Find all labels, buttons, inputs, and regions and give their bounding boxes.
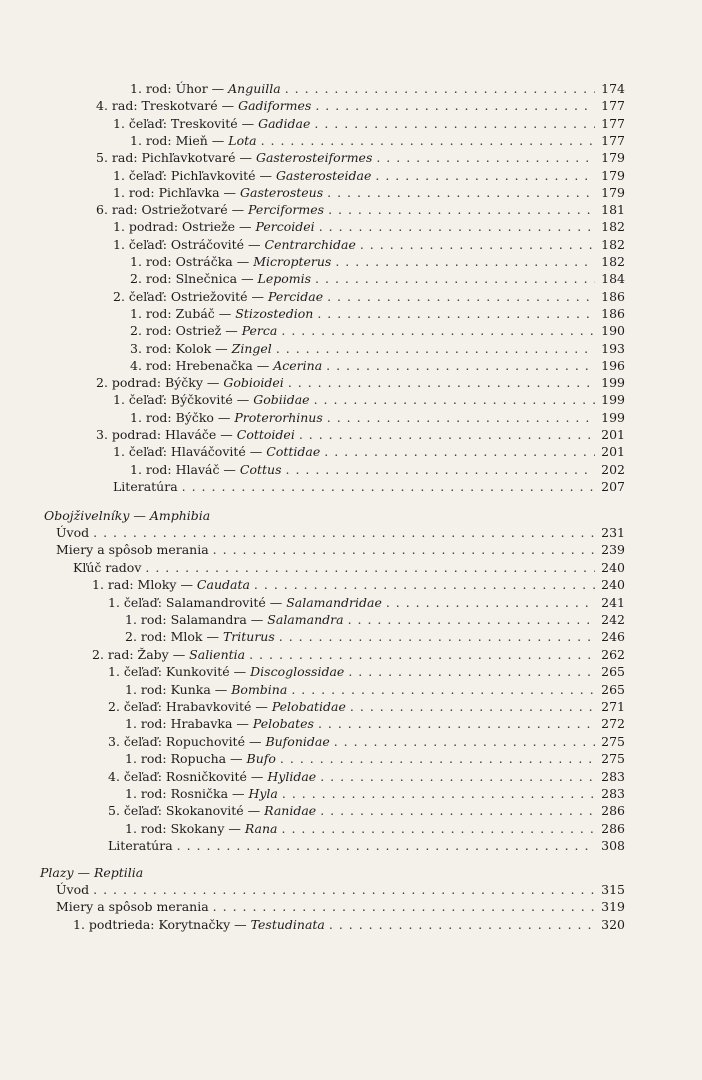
leader-dots <box>327 288 595 305</box>
toc-entry[interactable] <box>130 340 625 357</box>
toc-entry-label <box>96 201 324 218</box>
toc-entry-page-number: 241 <box>601 594 625 610</box>
toc-entry-page-number: 315 <box>601 882 625 897</box>
toc-entry-page-number: 190 <box>601 323 625 339</box>
toc-entry-title: 6. rad: Ostriežotvaré — <box>96 202 249 218</box>
toc-entry-title: 1. čeľaď: Pichľavkovité — <box>113 167 276 183</box>
toc-entry-latin-name: Rana <box>244 820 278 836</box>
toc-entry-title: 1. rod: Kunka — <box>125 681 232 697</box>
toc-entry-label <box>108 802 316 819</box>
toc-entry-title: 1. rod: Skokany — <box>125 820 245 836</box>
leader-dots <box>213 541 595 558</box>
leader-dots <box>318 715 595 732</box>
leader-dots <box>213 898 595 915</box>
toc-entry-page-number: 179 <box>601 184 625 200</box>
toc-entry[interactable] <box>130 357 625 374</box>
section-heading-reptilia: Plazy — Reptilia <box>40 865 144 880</box>
toc-entry[interactable] <box>113 478 625 495</box>
toc-entry-label <box>130 409 323 426</box>
toc-entry[interactable] <box>113 443 625 460</box>
toc-entry[interactable] <box>92 576 625 593</box>
leader-dots <box>282 820 596 837</box>
toc-entry-latin-name: Caudata <box>196 577 250 593</box>
leader-dots <box>320 802 595 819</box>
toc-entry-label <box>73 916 325 933</box>
toc-entry-latin-name: Stizostedion <box>235 305 314 321</box>
toc-entry-latin-name: Gadiformes <box>238 98 312 114</box>
toc-entry-title: 1. rod: Hrabavka — <box>125 716 253 732</box>
toc-entry-page-number: 275 <box>601 751 625 767</box>
toc-entry-title: 1. čeľaď: Býčkovité — <box>113 392 254 408</box>
toc-entry[interactable] <box>108 837 625 854</box>
toc-entry-latin-name: Discoglossidae <box>250 664 345 680</box>
toc-entry-label <box>125 750 276 767</box>
leader-dots <box>281 322 595 339</box>
toc-entry-page-number: 272 <box>601 716 625 732</box>
toc-entry[interactable] <box>108 733 625 750</box>
toc-entry-label <box>125 611 344 628</box>
toc-entry-latin-name: Cottus <box>239 461 282 477</box>
toc-entry[interactable] <box>130 132 625 149</box>
toc-entry-title: Úvod <box>56 525 90 540</box>
toc-entry-label <box>113 218 315 235</box>
toc-entry[interactable] <box>108 663 625 680</box>
toc-entry-latin-name: Percoidei <box>255 219 315 235</box>
toc-entry-page-number: 283 <box>601 768 625 784</box>
toc-entry-latin-name: Triturus <box>222 629 275 645</box>
toc-entry-label <box>56 881 89 898</box>
toc-entry-label <box>113 167 371 184</box>
toc-entry-latin-name: Hyla <box>248 786 278 801</box>
toc-entry-label <box>125 785 278 802</box>
toc-entry-page-number: 265 <box>601 681 625 697</box>
toc-entry-latin-name: Gobioidei <box>223 375 284 391</box>
toc-entry-latin-name: Gasterosteiformes <box>255 150 373 166</box>
toc-entry-page-number: 177 <box>601 132 625 148</box>
leader-dots <box>376 149 595 166</box>
toc-entry-latin-name: Centrarchidae <box>264 236 356 252</box>
toc-entry-label <box>130 253 331 270</box>
leader-dots <box>320 768 595 785</box>
toc-entry[interactable] <box>56 541 625 558</box>
toc-entry[interactable] <box>73 559 625 576</box>
toc-entry-latin-name: Perciformes <box>248 202 325 218</box>
toc-entry-title: 2. rad: Žaby — <box>92 646 190 662</box>
toc-entry-label <box>113 478 178 495</box>
toc-entry-page-number: 182 <box>601 219 625 235</box>
toc-entry[interactable] <box>125 715 625 732</box>
toc-entry-label <box>96 426 295 443</box>
leader-dots <box>279 628 595 645</box>
toc-entry-latin-name: Acerina <box>273 357 323 373</box>
toc-entry[interactable] <box>130 253 625 270</box>
toc-entry[interactable] <box>56 524 625 541</box>
toc-entry-page-number: 179 <box>601 150 625 166</box>
toc-entry-label <box>108 594 382 611</box>
toc-entry-label <box>130 270 311 287</box>
toc-entry[interactable] <box>125 628 625 645</box>
toc-entry-title: 2. čeľaď: Ostriežovité — <box>113 288 269 304</box>
toc-entry[interactable] <box>130 270 625 287</box>
toc-entry-title: 5. čeľaď: Skokanovité — <box>108 803 265 819</box>
toc-entry-title: 1. rod: Pichľavka — <box>113 184 241 200</box>
toc-entry-page-number: 319 <box>601 899 625 915</box>
leader-dots <box>286 461 595 478</box>
toc-entry-title: 1. rad: Mloky — <box>92 577 197 593</box>
toc-entry-page-number: 240 <box>601 559 625 575</box>
toc-entry-page-number: 179 <box>601 167 625 183</box>
leader-dots <box>319 218 595 235</box>
leader-dots <box>375 167 595 184</box>
toc-entry-title: Literatúra <box>108 838 173 854</box>
toc-entry[interactable] <box>113 391 625 408</box>
toc-entry[interactable] <box>125 785 625 802</box>
toc-entry-latin-name: Testudinata <box>250 916 325 932</box>
toc-entry[interactable] <box>130 409 625 426</box>
toc-entry-title: Úvod <box>56 882 90 897</box>
toc-entry-title: 1. rod: Mieň — <box>130 132 229 148</box>
toc-entry[interactable] <box>125 750 625 767</box>
toc-entry-title: 1. rod: Ropucha — <box>125 751 247 767</box>
leader-dots <box>327 409 595 426</box>
toc-entry-title: 1. čeľaď: Hlaváčovité — <box>113 444 267 460</box>
toc-entry-label <box>130 322 277 339</box>
leader-dots <box>314 391 595 408</box>
toc-entry-label <box>92 646 245 663</box>
section-heading-amphibia: Obojživelníky — Amphibia <box>44 508 211 523</box>
toc-entry-page-number: 202 <box>601 461 625 477</box>
leader-dots <box>326 357 595 374</box>
toc-entry-label <box>125 820 278 837</box>
toc-entry-label <box>96 374 284 391</box>
toc-entry[interactable] <box>125 611 625 628</box>
toc-entry-title: 2. rod: Ostriež — <box>130 323 242 339</box>
toc-entry-label <box>125 715 314 732</box>
toc-entry-page-number: 239 <box>601 542 625 558</box>
toc-entry[interactable] <box>113 167 625 184</box>
toc-entry-page-number: 177 <box>601 98 625 114</box>
toc-entry-label <box>108 698 346 715</box>
toc-entry[interactable] <box>125 820 625 837</box>
toc-entry-title: 3. podrad: Hlaváče — <box>96 427 237 442</box>
toc-entry-title: 4. rad: Treskotvaré — <box>96 98 239 114</box>
toc-entry-label <box>130 461 282 478</box>
toc-entry-label <box>113 184 323 201</box>
leader-dots <box>329 916 595 933</box>
toc-entry-page-number: 286 <box>601 820 625 836</box>
toc-entry-page-number: 184 <box>601 271 625 287</box>
toc-entry-label <box>96 97 311 114</box>
leader-dots <box>280 750 595 767</box>
toc-entry-label <box>125 628 275 645</box>
toc-entry-latin-name: Micropterus <box>253 254 332 269</box>
toc-entry-page-number: 182 <box>601 254 625 269</box>
toc-entry-page-number: 275 <box>601 733 625 749</box>
toc-entry-latin-name: Pelobatidae <box>271 699 346 714</box>
toc-entry-label <box>92 576 250 593</box>
toc-entry-title: 3. rod: Kolok — <box>130 340 232 356</box>
toc-entry-page-number: 231 <box>601 525 625 540</box>
toc-entry-latin-name: Perca <box>241 323 278 339</box>
toc-entry-latin-name: Bufo <box>246 751 276 767</box>
toc-entry-title: 2. podrad: Býčky — <box>96 375 224 391</box>
toc-entry-page-number: 199 <box>601 409 625 425</box>
toc-entry[interactable] <box>108 698 625 715</box>
toc-entry-page-number: 196 <box>601 357 625 373</box>
leader-dots <box>334 733 595 750</box>
toc-entry[interactable] <box>130 461 625 478</box>
toc-entry-title: 1. rod: Ostráčka — <box>130 254 254 269</box>
toc-entry-page-number: 193 <box>601 340 625 356</box>
toc-entry-page-number: 201 <box>601 427 625 442</box>
toc-entry-page-number: 262 <box>601 646 625 662</box>
toc-entry-page-number: 199 <box>601 392 625 408</box>
leader-dots <box>182 478 595 495</box>
toc-entry[interactable] <box>113 288 625 305</box>
toc-entry-title: 1. rod: Zubáč — <box>130 305 236 321</box>
toc-entry-title: 2. rod: Slnečnica — <box>130 271 258 287</box>
toc-entry[interactable] <box>130 305 625 322</box>
leader-dots <box>249 646 595 663</box>
toc-entry-latin-name: Cottoidei <box>236 427 295 442</box>
toc-entry-latin-name: Ranidae <box>264 803 317 819</box>
leader-dots <box>348 611 595 628</box>
toc-entry-latin-name: Gasterosteus <box>240 184 324 200</box>
leader-dots <box>327 184 595 201</box>
toc-entry[interactable] <box>73 916 625 933</box>
toc-entry-page-number: 242 <box>601 612 625 627</box>
toc-entry-latin-name: Percidae <box>268 288 324 304</box>
toc-entry-latin-name: Salientia <box>189 646 246 662</box>
toc-entry-latin-name: Pelobates <box>252 716 314 732</box>
leader-dots <box>317 305 595 322</box>
toc-entry[interactable] <box>130 322 625 339</box>
leader-dots <box>314 115 595 132</box>
toc-entry-label <box>113 288 323 305</box>
toc-entry-label <box>130 132 257 149</box>
toc-entry-title: Miery a spôsob merania <box>56 542 209 558</box>
leader-dots <box>282 785 595 802</box>
leader-dots <box>315 97 595 114</box>
toc-entry-label <box>56 898 209 915</box>
toc-entry-latin-name: Proterorhinus <box>234 409 323 425</box>
toc-entry-page-number: 246 <box>601 629 625 645</box>
toc-entry-title: 4. rod: Hrebenačka — <box>130 357 274 373</box>
toc-entry[interactable] <box>113 184 625 201</box>
toc-entry-label <box>96 149 372 166</box>
toc-entry-label <box>130 80 281 97</box>
toc-entry-latin-name: Bufonidae <box>265 733 330 749</box>
toc-entry-title: 1. čeľaď: Kunkovité — <box>108 664 251 680</box>
toc-entry-label <box>130 357 322 374</box>
toc-entry-latin-name: Lepomis <box>257 271 312 287</box>
toc-entry-page-number: 201 <box>601 444 625 460</box>
toc-entry-latin-name: Anguilla <box>228 81 281 96</box>
toc-entry-title: 1. rod: Rosnička — <box>125 786 249 801</box>
leader-dots <box>315 270 595 287</box>
toc-entry-page-number: 181 <box>601 202 625 218</box>
toc-entry-page-number: 177 <box>601 115 625 131</box>
toc-entry-page-number: 286 <box>601 803 625 819</box>
toc-entry[interactable] <box>96 97 625 114</box>
toc-entry[interactable] <box>108 594 625 611</box>
toc-entry-title: 1. podrad: Ostrieže — <box>113 219 256 235</box>
toc-entry-page-number: 308 <box>601 838 625 854</box>
toc-entry[interactable] <box>96 201 625 218</box>
leader-dots <box>93 881 595 898</box>
toc-entry-title: 2. čeľaď: Hrabavkovité — <box>108 699 272 714</box>
toc-entry-label <box>130 305 313 322</box>
toc-entry-label <box>113 391 310 408</box>
toc-entry-page-number: 174 <box>601 81 625 96</box>
toc-entry-latin-name: Gasterosteidae <box>275 167 372 183</box>
toc-entry[interactable] <box>108 802 625 819</box>
toc-entry-label <box>130 340 272 357</box>
toc-entry-label <box>73 559 141 576</box>
toc-entry[interactable] <box>96 426 625 443</box>
toc-entry[interactable] <box>92 646 625 663</box>
toc-entry-latin-name: Lota <box>228 132 257 148</box>
toc-entry[interactable] <box>113 218 625 235</box>
toc-entry-latin-name: Cottidae <box>266 444 321 460</box>
toc-entry-latin-name: Gobiidae <box>253 392 310 408</box>
leader-dots <box>276 340 595 357</box>
toc-entry-title: 1. podtrieda: Korytnačky — <box>73 916 251 932</box>
toc-entry-latin-name: Gadidae <box>258 115 311 131</box>
toc-entry-title: 1. rod: Úhor — <box>130 81 229 96</box>
leader-dots <box>299 426 595 443</box>
toc-entry-page-number: 186 <box>601 288 625 304</box>
toc-entry-title: 2. rod: Mlok — <box>125 629 223 645</box>
toc-entry-label <box>56 524 89 541</box>
toc-entry-label <box>113 443 320 460</box>
toc-entry-page-number: 271 <box>601 699 625 714</box>
toc-entry-label <box>125 681 287 698</box>
toc-entry-label <box>108 768 316 785</box>
leader-dots <box>177 837 595 854</box>
leader-dots <box>93 524 595 541</box>
toc-entry-title: 4. čeľaď: Rosničkovité — <box>108 768 268 784</box>
toc-entry-label <box>108 837 173 854</box>
toc-entry-page-number: 283 <box>601 786 625 801</box>
toc-entry-title: 3. čeľaď: Ropuchovité — <box>108 733 266 749</box>
leader-dots <box>288 374 595 391</box>
toc-entry-latin-name: Zingel <box>231 340 272 356</box>
leader-dots <box>285 80 595 97</box>
leader-dots <box>360 236 595 253</box>
leader-dots <box>324 443 595 460</box>
leader-dots <box>145 559 595 576</box>
toc-entry[interactable] <box>96 149 625 166</box>
toc-entry-label <box>113 236 356 253</box>
leader-dots <box>261 132 595 149</box>
toc-entry-page-number: 320 <box>601 916 625 932</box>
toc-entry-title: 1. rod: Salamandra — <box>125 612 268 627</box>
toc-entry[interactable] <box>56 881 625 898</box>
toc-entry-page-number: 182 <box>601 236 625 252</box>
toc-entry-label <box>56 541 209 558</box>
toc-entry[interactable] <box>108 768 625 785</box>
leader-dots <box>350 698 595 715</box>
toc-entry[interactable] <box>113 115 625 132</box>
toc-entry-page-number: 265 <box>601 664 625 680</box>
leader-dots <box>348 663 595 680</box>
toc-entry-latin-name: Salamandra <box>267 612 344 627</box>
toc-entry[interactable] <box>56 898 625 915</box>
toc-entry-page-number: 199 <box>601 375 625 391</box>
toc-entry-title: 1. čeľaď: Salamandrovité — <box>108 594 287 610</box>
toc-entry-latin-name: Hylidae <box>267 768 317 784</box>
toc-entry-label <box>108 733 330 750</box>
toc-entry-latin-name: Salamandridae <box>286 594 382 610</box>
toc-entry-label <box>113 115 310 132</box>
toc-entry-title: Miery a spôsob merania <box>56 899 209 915</box>
toc-entry-page-number: 186 <box>601 305 625 321</box>
toc-entry[interactable] <box>130 80 625 97</box>
toc-entry-page-number: 240 <box>601 577 625 593</box>
toc-entry[interactable] <box>113 236 625 253</box>
toc-entry-title: 1. čeľaď: Treskovité — <box>113 115 259 131</box>
toc-entry[interactable] <box>125 681 625 698</box>
leader-dots <box>254 576 595 593</box>
leader-dots <box>291 681 595 698</box>
toc-entry-title: 1. rod: Býčko — <box>130 409 235 425</box>
toc-entry-latin-name: Bombina <box>231 681 288 697</box>
leader-dots <box>335 253 595 270</box>
toc-entry-page-number: 207 <box>601 478 625 494</box>
leader-dots <box>386 594 595 611</box>
toc-entry-title: Kľúč radov <box>73 559 142 575</box>
toc-entry-title: Literatúra <box>113 478 178 494</box>
toc-entry-label <box>108 663 344 680</box>
toc-entry-title: 5. rad: Pichľavkotvaré — <box>96 150 256 166</box>
leader-dots <box>328 201 595 218</box>
toc-entry[interactable] <box>96 374 625 391</box>
toc-entry-title: 1. čeľaď: Ostráčovité — <box>113 236 265 252</box>
toc-entry-title: 1. rod: Hlaváč — <box>130 461 240 477</box>
